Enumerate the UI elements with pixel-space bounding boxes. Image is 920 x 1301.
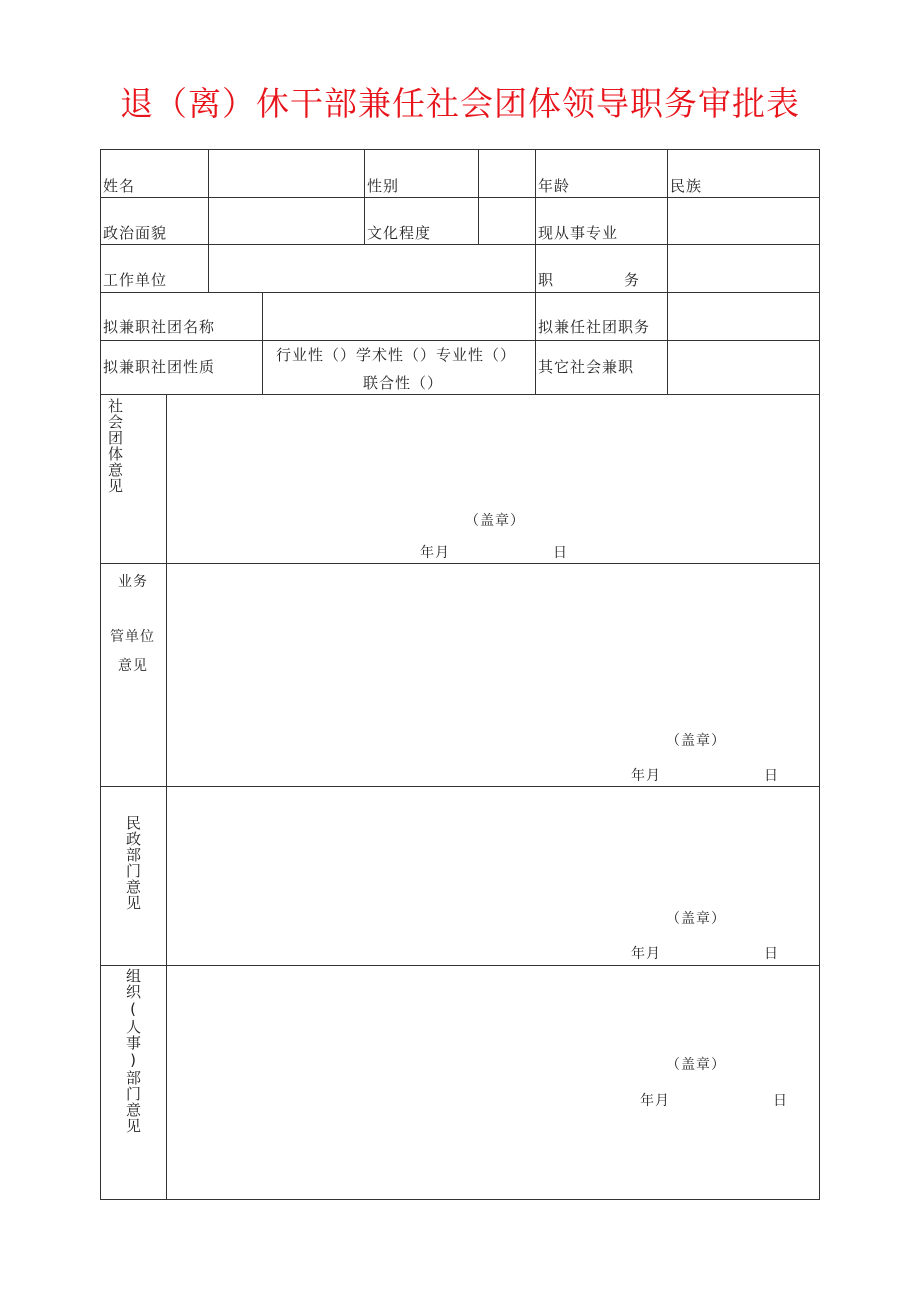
civil-day: 日 <box>764 946 779 962</box>
nature-options-line2: 联合性（） <box>363 374 444 392</box>
civil-affairs-opinion-label: 民政部门意见 <box>124 815 142 911</box>
organization-opinion-label: 组织(人事)部门意见 <box>124 968 142 1134</box>
society-year-month: 年月 <box>420 545 450 561</box>
political-status-label: 政治面貌 <box>103 224 168 242</box>
gender-label: 性别 <box>367 177 400 195</box>
other-posts-label: 其它社会兼职 <box>538 358 635 376</box>
society-opinion-label: 社会团体意见 <box>106 398 124 494</box>
society-post-label: 拟兼任社团职务 <box>538 318 651 336</box>
profession-label: 现从事专业 <box>538 224 619 242</box>
civil-year-month: 年月 <box>631 946 661 962</box>
organization-day: 日 <box>773 1093 788 1109</box>
society-seal: （盖章） <box>465 513 525 529</box>
civil-seal: （盖章） <box>666 911 726 927</box>
education-label: 文化程度 <box>367 224 432 242</box>
business-opinion-label-line3: 意见 <box>118 658 148 674</box>
business-opinion-label-line1: 业务 <box>118 574 148 590</box>
society-nature-label: 拟兼职社团性质 <box>103 358 216 376</box>
business-opinion-label-line2: 管单位 <box>110 629 155 645</box>
society-day: 日 <box>553 545 568 561</box>
organization-seal: （盖章） <box>666 1057 726 1073</box>
business-year-month: 年月 <box>631 768 661 784</box>
organization-year-month: 年月 <box>640 1093 670 1109</box>
business-day: 日 <box>764 768 779 784</box>
business-seal: （盖章） <box>666 733 726 749</box>
form-title: 退（离）休干部兼任社会团体领导职务审批表 <box>120 84 800 123</box>
society-name-label: 拟兼职社团名称 <box>103 318 216 336</box>
work-unit-label: 工作单位 <box>103 271 168 289</box>
age-label: 年龄 <box>538 177 571 195</box>
name-label: 姓名 <box>103 177 136 195</box>
ethnicity-label: 民族 <box>670 177 703 195</box>
position-label-second: 务 <box>624 271 641 289</box>
position-label-first: 职 <box>538 271 555 289</box>
nature-options-line1: 行业性（）学术性（）专业性（） <box>276 346 517 364</box>
